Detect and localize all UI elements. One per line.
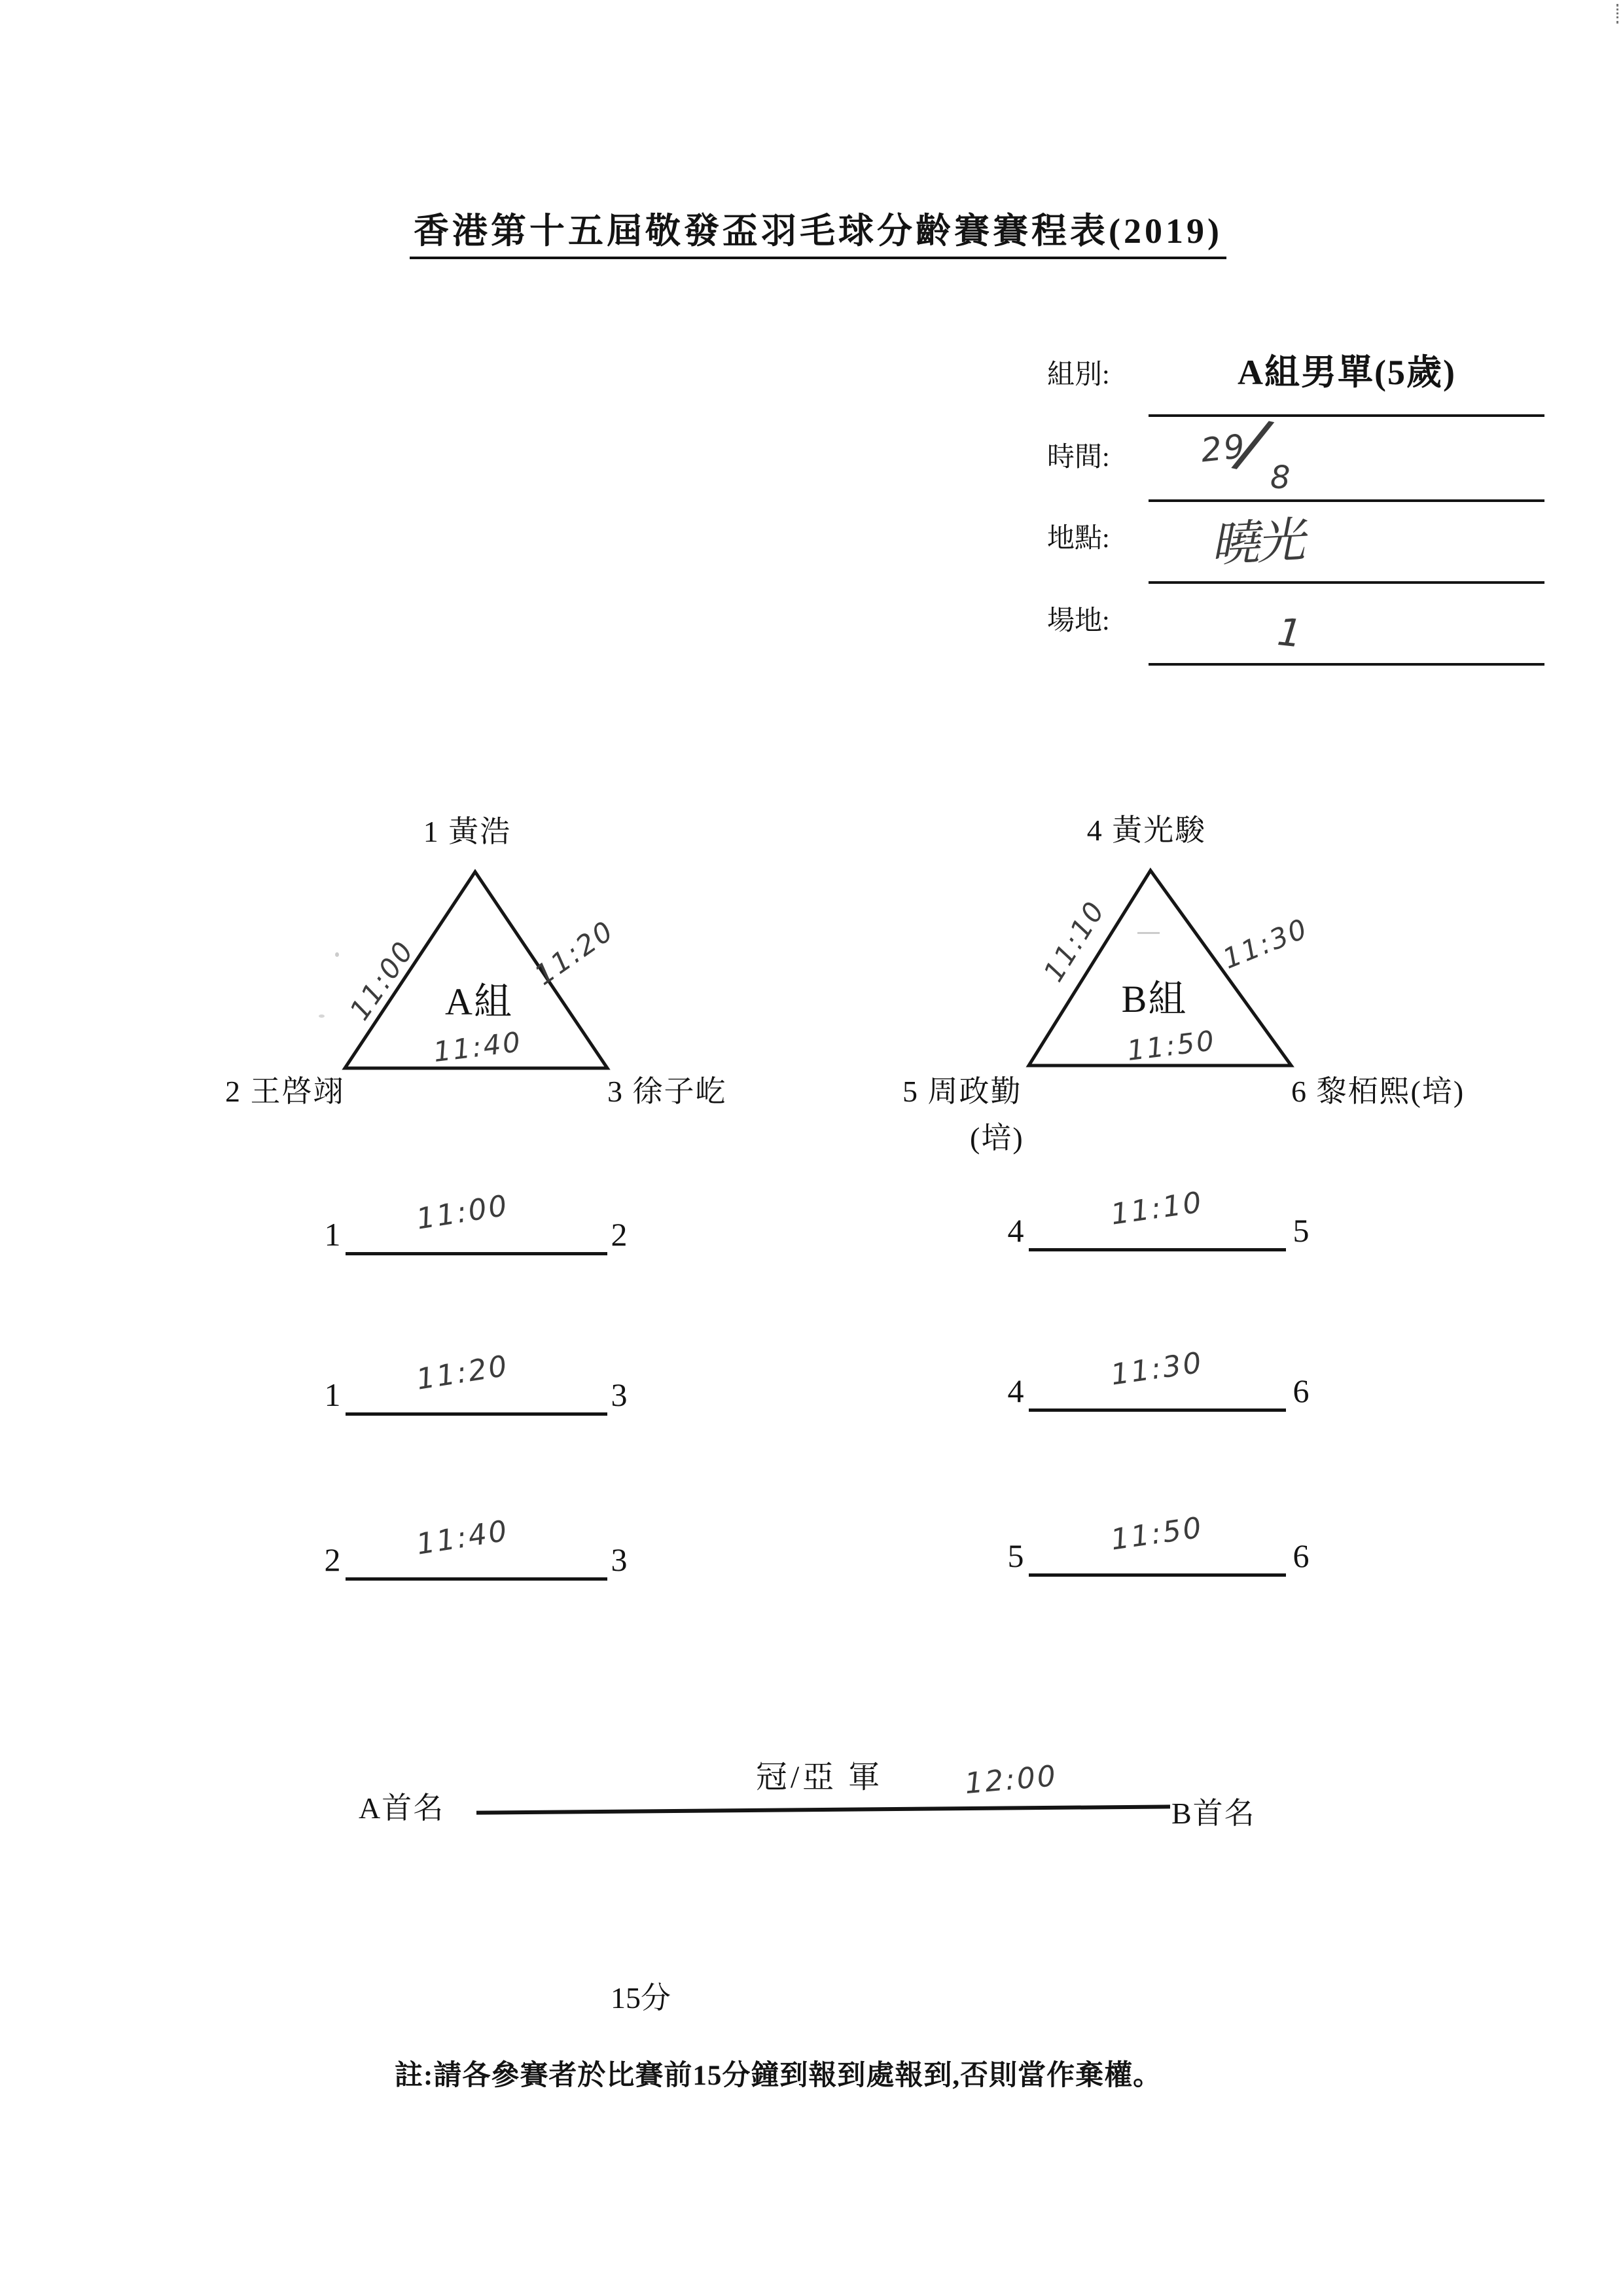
match-player-number: 5	[1293, 1212, 1310, 1249]
match-player-number: 1	[324, 1216, 341, 1253]
time-slash: /	[1234, 403, 1274, 484]
handwritten-time-match-1v3-edge: 11:20	[528, 914, 620, 992]
scan-artifact-dot	[319, 1014, 325, 1018]
match-line	[346, 1577, 607, 1581]
match-player-number: 5	[1007, 1537, 1024, 1574]
time-denominator: 8	[1270, 459, 1293, 496]
scan-artifact-dash	[1137, 932, 1160, 934]
final-time-handwritten: 12:00	[963, 1759, 1059, 1801]
final-title: 冠/亞 軍	[755, 1760, 883, 1795]
field-value-group: A組男單(5歲)	[1238, 353, 1456, 392]
match-player-number: 6	[1293, 1372, 1310, 1409]
player-1-label: 1 黃浩	[423, 815, 512, 848]
match-time-handwritten: 11:30	[1109, 1346, 1205, 1392]
handwritten-time-match-4v6-edge: 11:30	[1218, 912, 1313, 975]
match-player-number: 3	[611, 1376, 628, 1413]
player-6-label: 6 黎栢熙(培)	[1291, 1075, 1465, 1108]
scan-artifact-dot	[335, 952, 339, 957]
match-line	[1029, 1408, 1286, 1412]
player-3-label: 3 徐子屹	[607, 1075, 727, 1108]
player-4-label: 4 黃光駿	[1086, 814, 1207, 847]
match-line	[346, 1252, 607, 1255]
final-right-label: B首名	[1171, 1797, 1256, 1830]
player-5-label: 5 周政勤	[902, 1075, 1022, 1108]
match-player-number: 3	[611, 1541, 628, 1578]
match-time-handwritten: 11:00	[414, 1189, 511, 1236]
match-line	[346, 1412, 607, 1416]
page-title: 香港第十五屆敬發盃羽毛球分齡賽賽程表(2019)	[410, 213, 1226, 259]
match-time-handwritten: 11:10	[1109, 1185, 1205, 1232]
match-time-handwritten: 11:20	[414, 1349, 511, 1397]
match-player-number: 1	[324, 1376, 341, 1413]
field-value-venue-handwritten: 曉光	[1209, 512, 1304, 573]
field-label-venue: 地點:	[1047, 524, 1110, 554]
match-player-number: 4	[1007, 1212, 1024, 1249]
time-numerator: 29	[1199, 427, 1249, 470]
handwritten-time-match-5v6-edge: 11:50	[1125, 1024, 1218, 1067]
match-player-number: 2	[324, 1541, 341, 1578]
handwritten-time-match-1v2-edge: 11:00	[343, 934, 421, 1026]
match-line	[1029, 1573, 1286, 1577]
match-player-number: 2	[611, 1216, 628, 1253]
match-player-number: 4	[1007, 1372, 1024, 1409]
scan-artifact-corner-dots	[1616, 4, 1618, 24]
field-label-time: 時間:	[1047, 442, 1110, 473]
group-a-label: A組	[445, 980, 513, 1023]
handwritten-time-match-2v3-edge: 11:40	[431, 1025, 524, 1069]
match-line	[1029, 1248, 1286, 1251]
field-value-court-handwritten: 1	[1275, 609, 1306, 656]
duration-label: 15分	[611, 1981, 671, 2015]
final-left-label: A首名	[359, 1791, 445, 1825]
handwritten-time-match-4v5-edge: 11:10	[1037, 895, 1112, 988]
match-time-handwritten: 11:50	[1109, 1511, 1205, 1557]
player-5-note: (培)	[970, 1121, 1024, 1155]
field-label-group: 組別:	[1047, 360, 1110, 390]
player-2-label: 2 王啓翊	[225, 1075, 345, 1108]
field-label-court: 場地:	[1047, 606, 1110, 636]
match-player-number: 6	[1293, 1537, 1310, 1574]
match-time-handwritten: 11:40	[414, 1514, 511, 1562]
registration-note: 註:請各參賽者於比賽前15分鐘到報到處報到,否則當作棄權。	[395, 2060, 1162, 2091]
group-b-label: B組	[1121, 978, 1188, 1020]
